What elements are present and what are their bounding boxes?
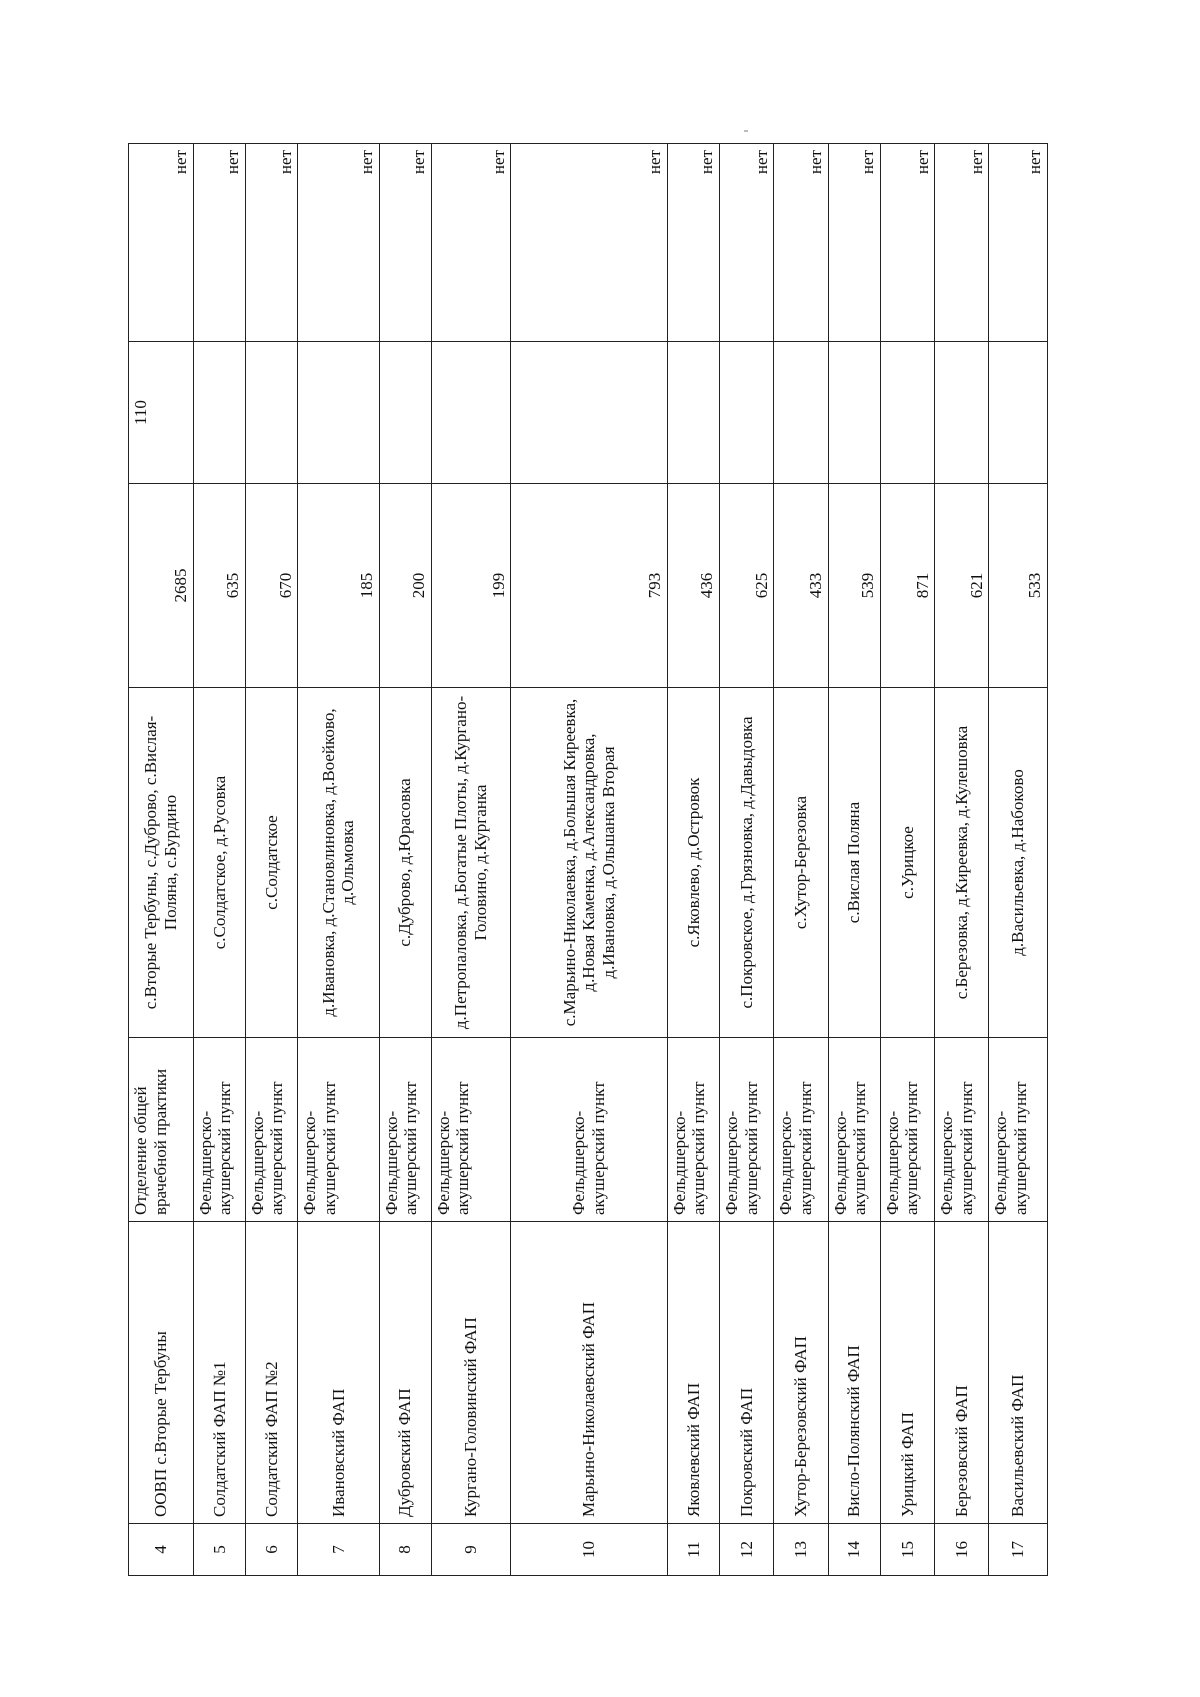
extra-value (193, 342, 245, 484)
table-row (667, 144, 719, 1576)
settlements: с.Березовка, д.Киреевка, д.Кулешовка (935, 688, 989, 1038)
extra-value (720, 342, 774, 484)
population: 539 (828, 484, 880, 688)
extra-value: 110 (129, 342, 194, 484)
settlements: с.Дуброво, д.Юрасовка (379, 688, 431, 1038)
population: 436 (667, 484, 719, 688)
table-row (193, 144, 245, 1576)
facility-type: Фельдшерско-акушерский пункт (298, 1038, 379, 1222)
settlements: с.Вислая Поляна (828, 688, 880, 1038)
facility-type: Фельдшерско-акушерский пункт (379, 1038, 431, 1222)
row-number: 16 (935, 1524, 989, 1576)
settlements: д.Ивановка, д.Становлиновка, д.Воейково, д.Ольмовка (298, 688, 379, 1038)
table-row (298, 144, 379, 1576)
population: 433 (774, 484, 828, 688)
facility-type: Фельдшерско-акушерский пункт (245, 1038, 297, 1222)
extra-value (667, 342, 719, 484)
facility-type: Фельдшерско-акушерский пункт (720, 1038, 774, 1222)
settlements: с.Хутор-Березовка (774, 688, 828, 1038)
row-number: 17 (989, 1524, 1048, 1576)
facilities-table (128, 143, 1048, 1576)
row-number: 15 (880, 1524, 934, 1576)
table-row (774, 144, 828, 1576)
facility-name: Марьино-Николаевский ФАП (511, 1222, 668, 1524)
population: 621 (935, 484, 989, 688)
settlements: с.Покровское, д.Грязновка, д.Давыдовка (720, 688, 774, 1038)
flag-value: нет (720, 144, 774, 342)
row-number: 8 (379, 1524, 431, 1576)
extra-value (774, 342, 828, 484)
row-number: 6 (245, 1524, 297, 1576)
facility-type: Фельдшерско-акушерский пункт (828, 1038, 880, 1222)
table-row (129, 144, 194, 1576)
flag-value: нет (935, 144, 989, 342)
settlements: с.Солдатское (245, 688, 297, 1038)
population: 635 (193, 484, 245, 688)
flag-value: нет (298, 144, 379, 342)
settlements: д.Васильевка, д.Набоково (989, 688, 1048, 1038)
facility-type: Фельдшерско-акушерский пункт (880, 1038, 934, 1222)
table-row (720, 144, 774, 1576)
flag-value: нет (193, 144, 245, 342)
flag-value: нет (129, 144, 194, 342)
row-number: 5 (193, 1524, 245, 1576)
facility-type: Фельдшерско-акушерский пункт (431, 1038, 510, 1222)
extra-value (245, 342, 297, 484)
table-row (935, 144, 989, 1576)
extra-value (511, 342, 668, 484)
facility-name: Кургано-Головинский ФАП (431, 1222, 510, 1524)
facility-name: Покровский ФАП (720, 1222, 774, 1524)
population: 625 (720, 484, 774, 688)
table-row (828, 144, 880, 1576)
flag-value: нет (989, 144, 1048, 342)
table-row (880, 144, 934, 1576)
flag-value: нет (245, 144, 297, 342)
facility-type: Фельдшерско-акушерский пункт (935, 1038, 989, 1222)
extra-value (935, 342, 989, 484)
row-number: 14 (828, 1524, 880, 1576)
table-row (431, 144, 510, 1576)
settlements: с.Солдатское, д.Русовка (193, 688, 245, 1038)
facility-name: Солдатский ФАП №1 (193, 1222, 245, 1524)
facility-type: Фельдшерско-акушерский пункт (774, 1038, 828, 1222)
extra-value (298, 342, 379, 484)
settlements: д.Петропаловка, д.Богатые Плоты, д.Кургано-Головино, д.Курганка (431, 688, 510, 1038)
facility-type: Фельдшерско-акушерский пункт (989, 1038, 1048, 1222)
facility-type: Фельдшерско-акушерский пункт (511, 1038, 668, 1222)
flag-value: нет (774, 144, 828, 342)
row-number: 9 (431, 1524, 510, 1576)
settlements: с.Урицкое (880, 688, 934, 1038)
settlements: с.Марьино-Николаевка, д.Большая Киреевка, д.Новая Каменка, д.Александровка, д.Ивановка, д.Ольшанка Вторая (511, 688, 668, 1038)
extra-value (431, 342, 510, 484)
population: 185 (298, 484, 379, 688)
extra-value (880, 342, 934, 484)
settlements: с.Яковлево, д.Островок (667, 688, 719, 1038)
facility-name: Ивановский ФАП (298, 1222, 379, 1524)
flag-value: нет (379, 144, 431, 342)
facility-type: Фельдшерско-акушерский пункт (667, 1038, 719, 1222)
row-number: 4 (129, 1524, 194, 1576)
flag-value: нет (880, 144, 934, 342)
flag-value: нет (828, 144, 880, 342)
facility-name: Дубровский ФАП (379, 1222, 431, 1524)
row-number: 11 (667, 1524, 719, 1576)
population: 533 (989, 484, 1048, 688)
population: 871 (880, 484, 934, 688)
facility-name: Солдатский ФАП №2 (245, 1222, 297, 1524)
row-number: 12 (720, 1524, 774, 1576)
table-row (989, 144, 1048, 1576)
extra-value (379, 342, 431, 484)
facility-name: Хутор-Березовский ФАП (774, 1222, 828, 1524)
facility-name: ООВП с.Вторые Тербуны (129, 1222, 194, 1524)
row-number: 13 (774, 1524, 828, 1576)
facility-name: Васильевский ФАП (989, 1222, 1048, 1524)
facility-type: Фельдшерско-акушерский пункт (193, 1038, 245, 1222)
population: 199 (431, 484, 510, 688)
rotated-table-wrapper (128, 144, 1048, 1576)
population: 2685 (129, 484, 194, 688)
settlements: с.Вторые Тербуны, с.Дуброво, с.Вислая-Поляна, с.Бурдино (129, 688, 194, 1038)
flag-value: нет (431, 144, 510, 342)
table-row (511, 144, 668, 1576)
table-row (245, 144, 297, 1576)
facility-name: Березовский ФАП (935, 1222, 989, 1524)
population: 670 (245, 484, 297, 688)
facility-name: Яковлевский ФАП (667, 1222, 719, 1524)
flag-value: нет (511, 144, 668, 342)
scan-speck (744, 130, 748, 132)
extra-value (989, 342, 1048, 484)
table-row (379, 144, 431, 1576)
row-number: 10 (511, 1524, 668, 1576)
population: 200 (379, 484, 431, 688)
facility-type: Отделение общей врачебной практики (129, 1038, 194, 1222)
population: 793 (511, 484, 668, 688)
extra-value (828, 342, 880, 484)
facility-name: Висло-Полянский ФАП (828, 1222, 880, 1524)
row-number: 7 (298, 1524, 379, 1576)
facility-name: Урицкий ФАП (880, 1222, 934, 1524)
flag-value: нет (667, 144, 719, 342)
